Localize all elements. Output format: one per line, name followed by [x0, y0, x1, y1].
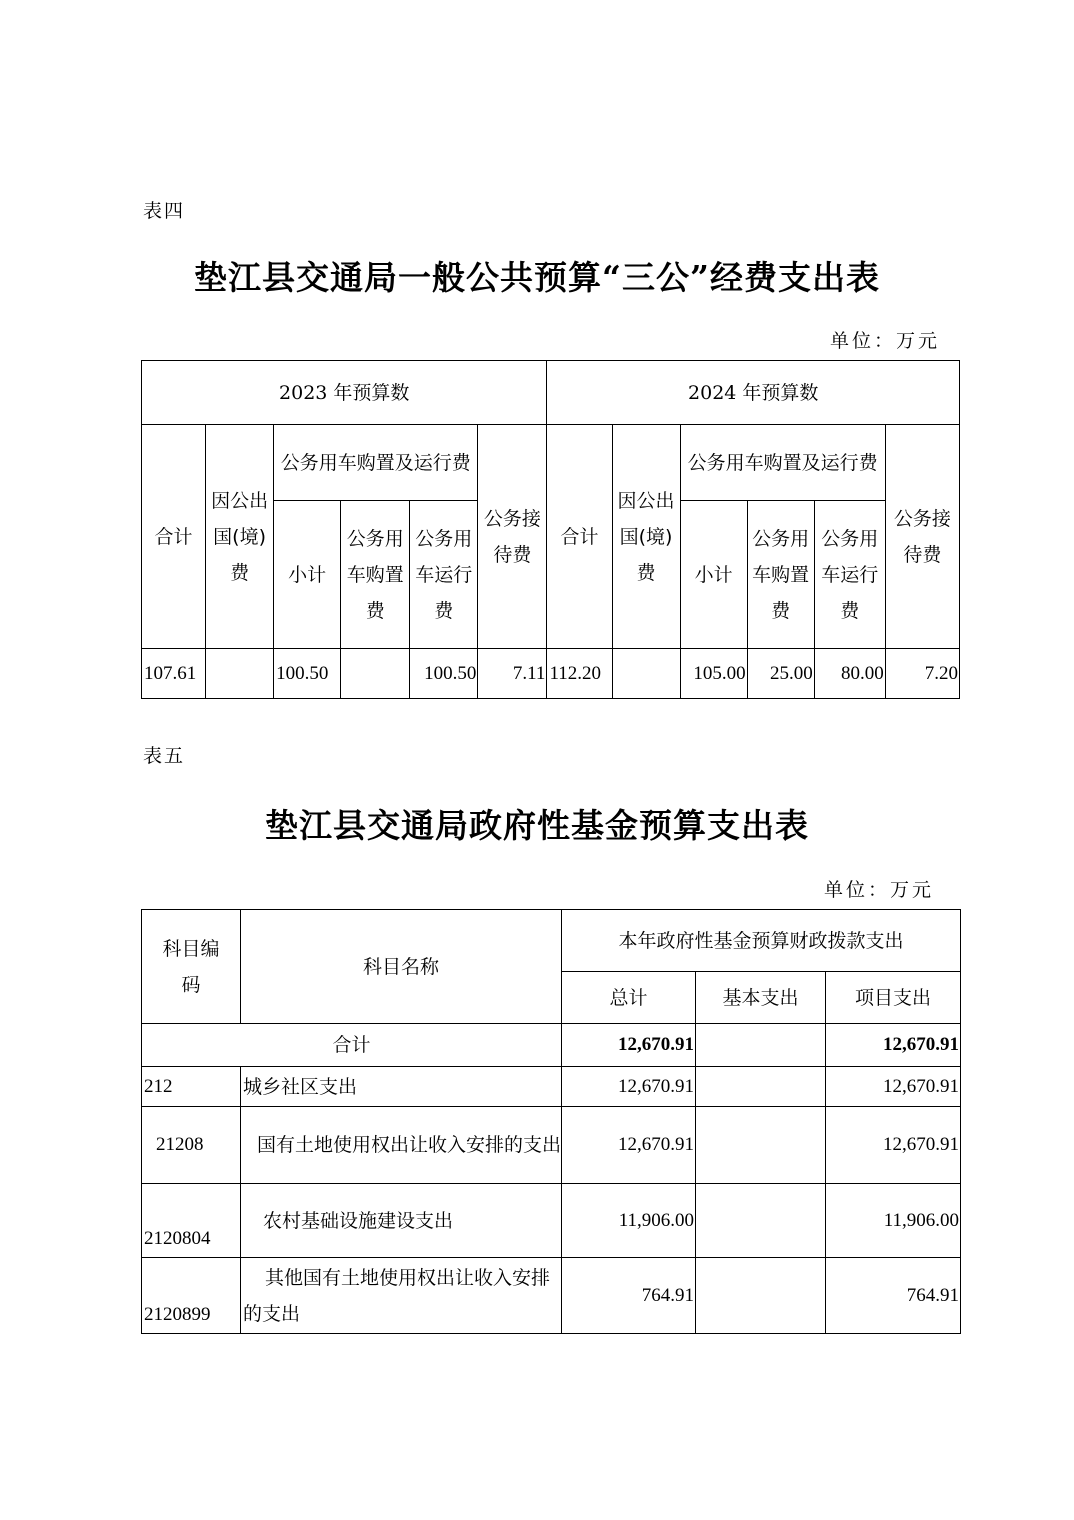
cell-run-2023: 100.50: [410, 649, 478, 699]
row-project: 12,670.91: [826, 1107, 961, 1184]
table4-label: 表四: [143, 200, 186, 222]
table4-unit: 单位：万元: [829, 330, 940, 352]
row-basic: [696, 1067, 826, 1107]
header-abroad-2023: 因公出国(境)费: [206, 425, 274, 649]
header-fund-group: 本年政府性基金预算财政拨款支出: [562, 910, 961, 972]
header-subtotal-2023: 小计: [274, 501, 341, 649]
table-row: [142, 1258, 961, 1334]
row-basic: [696, 1184, 826, 1258]
table5-title: 垫江县交通局政府性基金预算支出表: [265, 806, 809, 845]
cell-subtotal-2024: 105.00: [680, 649, 747, 699]
row-name: 农村基础设施建设支出: [241, 1184, 562, 1258]
header-subtotal-2024: 小计: [680, 501, 747, 649]
header-name: 科目名称: [241, 910, 562, 1024]
header-total: 总计: [562, 972, 696, 1024]
cell-reception-2023: 7.11: [478, 649, 547, 699]
cell-abroad-2024: [612, 649, 680, 699]
row-basic: [696, 1107, 826, 1184]
header-vehicle-purchase-2024: 公务用车购置费: [747, 501, 814, 649]
header-project: 项目支出: [826, 972, 961, 1024]
table-row: [142, 1067, 961, 1107]
row-name: 城乡社区支出: [241, 1067, 562, 1107]
header-reception-2024: 公务接待费: [885, 425, 959, 649]
header-vehicle-purchase-2023: 公务用车购置费: [341, 501, 410, 649]
table-row: [142, 1184, 961, 1258]
sum-row-label: 合计: [142, 1024, 562, 1067]
table5-label: 表五: [143, 745, 186, 767]
row-code: 2120804: [142, 1184, 241, 1258]
row-basic: [696, 1258, 826, 1334]
row-code: 212: [142, 1067, 241, 1107]
sum-row-total: 12,670.91: [562, 1024, 696, 1067]
row-total: 764.91: [562, 1258, 696, 1334]
header-vehicle-run-2024: 公务用车运行费: [814, 501, 885, 649]
table5: [141, 909, 961, 1334]
table4: [141, 360, 960, 699]
header-code: 科目编码: [142, 910, 241, 1024]
header-abroad-2024: 因公出国(境)费: [612, 425, 680, 649]
header-vehicle-group-2023: 公务用车购置及运行费: [274, 425, 478, 501]
header-2024: 2024 年预算数: [547, 361, 960, 425]
row-total: 12,670.91: [562, 1067, 696, 1107]
cell-run-2024: 80.00: [814, 649, 885, 699]
header-vehicle-run-2023: 公务用车运行费: [410, 501, 478, 649]
cell-purchase-2023: [341, 649, 410, 699]
row-project: 764.91: [826, 1258, 961, 1334]
header-basic: 基本支出: [696, 972, 826, 1024]
row-code: 21208: [142, 1107, 241, 1184]
cell-total-2024: 112.20: [547, 649, 612, 699]
table5-unit: 单位：万元: [823, 879, 934, 901]
header-reception-2023: 公务接待费: [478, 425, 547, 649]
cell-abroad-2023: [206, 649, 274, 699]
cell-total-2023: 107.61: [142, 649, 206, 699]
row-name: 其他国有土地使用权出让收入安排的支出: [241, 1258, 562, 1334]
sum-row-project: 12,670.91: [826, 1024, 961, 1067]
table-row: [142, 1107, 961, 1184]
table4-title: 垫江县交通局一般公共预算“三公”经费支出表: [194, 258, 880, 297]
header-vehicle-group-2024: 公务用车购置及运行费: [680, 425, 885, 501]
row-code: 2120899: [142, 1258, 241, 1334]
row-total: 12,670.91: [562, 1107, 696, 1184]
cell-reception-2024: 7.20: [885, 649, 959, 699]
row-name: 国有土地使用权出让收入安排的支出: [241, 1107, 562, 1184]
row-project: 12,670.91: [826, 1067, 961, 1107]
header-total-2024: 合计: [547, 425, 612, 649]
sum-row-basic: [696, 1024, 826, 1067]
row-total: 11,906.00: [562, 1184, 696, 1258]
header-total-2023: 合计: [142, 425, 206, 649]
row-project: 11,906.00: [826, 1184, 961, 1258]
header-2023: 2023 年预算数: [142, 361, 547, 425]
cell-purchase-2024: 25.00: [747, 649, 814, 699]
cell-subtotal-2023: 100.50: [274, 649, 341, 699]
